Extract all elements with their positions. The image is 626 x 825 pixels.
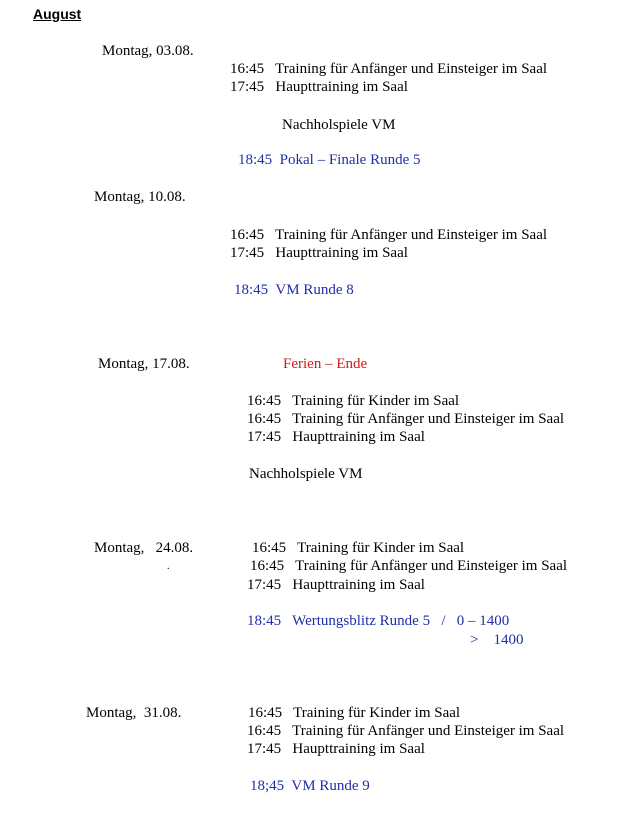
schedule-line: 17:45 Haupttraining im Saal	[247, 577, 425, 593]
day-date: Montag, 10.08.	[94, 189, 186, 205]
schedule-line: 17:45 Haupttraining im Saal	[230, 79, 408, 95]
schedule-line: 16:45 Training für Anfänger und Einsteiger im Saal	[230, 61, 548, 77]
schedule-line: 17:45 Haupttraining im Saal	[247, 429, 425, 445]
event-line-continuation: > 1400	[470, 632, 524, 648]
event-line: 18:45 Wertungsblitz Runde 5 / 0 – 1400	[247, 613, 510, 629]
schedule-line: 16:45 Training für Anfänger und Einsteiger im Saal	[250, 558, 568, 574]
event-line: 18:45 Pokal – Finale Runde 5	[238, 152, 421, 168]
day-note: Nachholspiele VM	[282, 117, 396, 133]
schedule-line: 16:45 Training für Kinder im Saal	[247, 393, 460, 409]
schedule-line: 17:45 Haupttraining im Saal	[230, 245, 408, 261]
month-heading: August	[33, 6, 82, 22]
day-date: Montag, 03.08.	[102, 43, 194, 59]
day-date: Montag, 31.08.	[86, 705, 182, 721]
day-date: Montag, 24.08.	[94, 540, 194, 556]
day-date: Montag, 17.08.	[98, 356, 190, 372]
schedule-line: 16:45 Training für Anfänger und Einsteiger im Saal	[230, 227, 548, 243]
event-line: 18:45 VM Runde 8	[234, 282, 354, 298]
schedule-line: 17:45 Haupttraining im Saal	[247, 741, 425, 757]
stray-mark: .	[167, 561, 170, 572]
schedule-line: 16:45 Training für Kinder im Saal	[252, 540, 465, 556]
event-line: 18;45 VM Runde 9	[250, 778, 370, 794]
schedule-line: 16:45 Training für Anfänger und Einsteiger im Saal	[247, 723, 565, 739]
holiday-flag: Ferien – Ende	[283, 356, 368, 372]
day-note: Nachholspiele VM	[249, 466, 363, 482]
schedule-line: 16:45 Training für Kinder im Saal	[248, 705, 461, 721]
schedule-line: 16:45 Training für Anfänger und Einsteiger im Saal	[247, 411, 565, 427]
